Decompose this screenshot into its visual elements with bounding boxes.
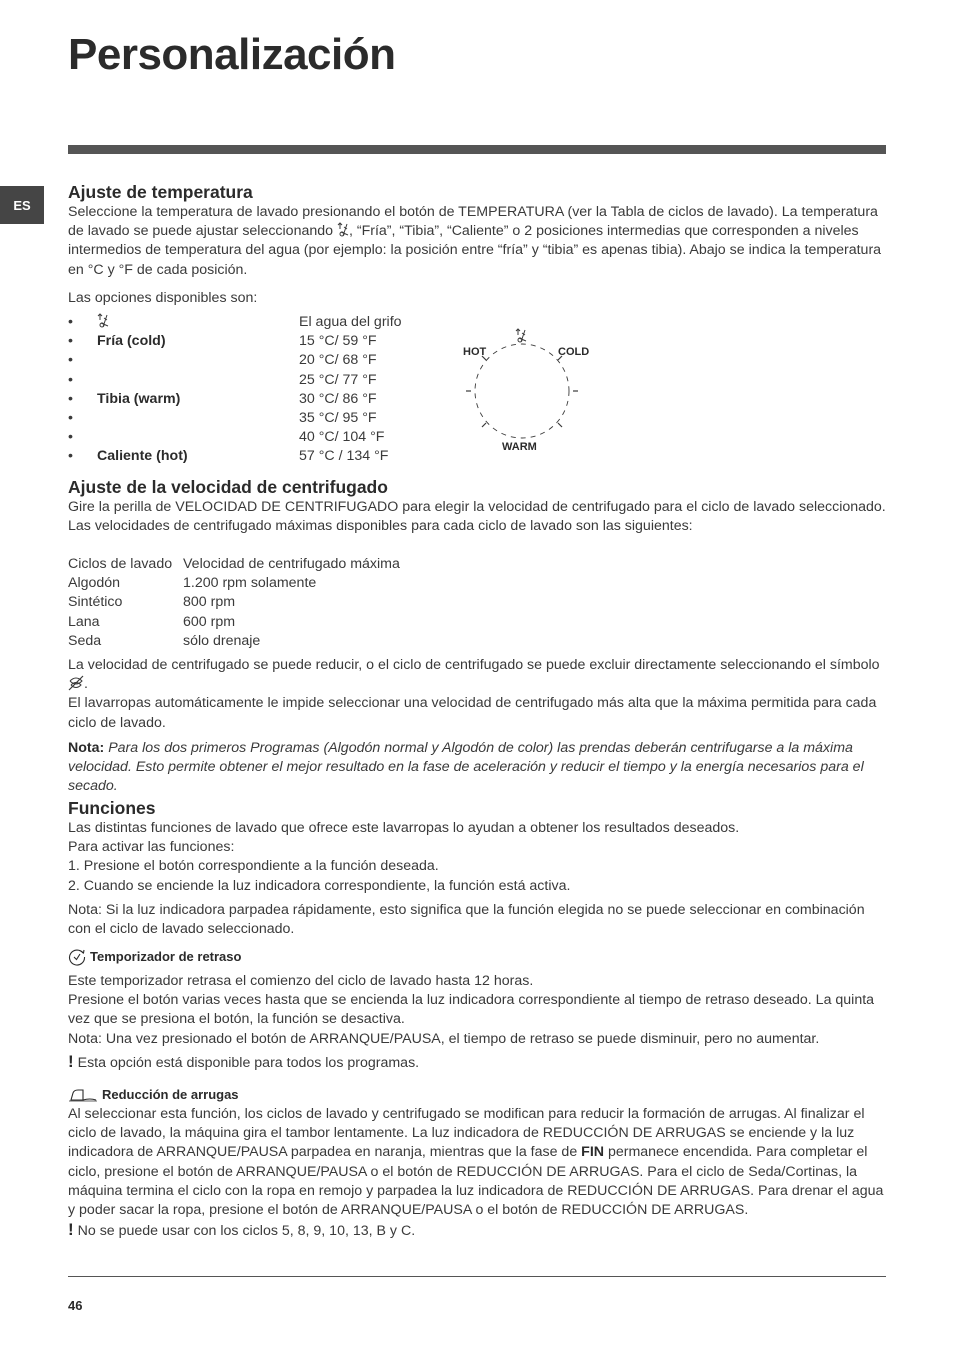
spin-table: [68, 555, 400, 651]
table-row: Seda sólo drenaje: [68, 632, 261, 649]
temperature-options: [68, 313, 428, 467]
no-spin-icon: [68, 675, 84, 691]
language-tab: ES: [0, 186, 44, 224]
list-item: • Tibia (warm) 30 °C/ 86 °F: [68, 390, 377, 407]
temperature-heading: Ajuste de temperatura: [68, 182, 253, 202]
dial-label-warm: WARM: [502, 441, 537, 453]
dial-tick: [558, 423, 562, 427]
page-number: 46: [68, 1298, 83, 1313]
dial-label-hot: HOT: [463, 346, 487, 358]
cold-tap-icon: [337, 222, 349, 237]
functions-p1: Las distintas funciones de lavado que ofrece este lavarropas lo ayudan a obtener los resultados deseados.: [68, 820, 740, 836]
spin-p3: La velocidad de centrifugado se puede reducir, o el ciclo de centrifugado se puede excluir directamente seleccionando el símbolo .: [68, 657, 880, 693]
spin-note: Nota: Para los dos primeros Programas (Algodón normal y Algodón de color) las prendas deberán centrifugarse a la máxima velocidad. Esto permite obtener el mejor resultado en la fase de aceleración y reducir el tiempo y la energía necesarios para el secado.: [68, 739, 864, 795]
list-item: • 20 °C/ 68 °F: [68, 352, 377, 369]
table-row: Lana 600 rpm: [68, 613, 236, 630]
wrinkle-section: [68, 1086, 888, 1241]
page-title: Personalización: [68, 30, 396, 79]
title-divider: [68, 145, 886, 154]
delay-p3: Nota: Una vez presionado el botón de ARRANQUE/PAUSA, el tiempo de retraso se puede disminuir, pero no aumentar.: [68, 1030, 820, 1047]
functions-step1: 1. Presione el botón correspondiente a la función deseada.: [68, 858, 439, 875]
table-row: Sintético 800 rpm: [68, 594, 236, 611]
list-item: • El agua del grifo: [68, 314, 402, 330]
warning-icon: !: [68, 1220, 74, 1240]
list-item: • 35 °C/ 95 °F: [68, 409, 377, 426]
cold-tap-icon: [97, 313, 109, 328]
delay-p2: Presione el botón varias veces hasta que se encienda la luz indicadora correspondiente al tiempo de retraso deseado. La quinta vez que se presiona el botón, la función se desactiva.: [68, 992, 875, 1028]
footer-divider: [68, 1276, 886, 1277]
spin-p2: Las velocidades de centrifugado máximas disponibles para cada ciclo de lavado son las siguientes:: [68, 518, 693, 535]
delay-heading: Temporizador de retraso: [68, 948, 888, 966]
dial-label-cold: COLD: [558, 346, 590, 358]
functions-p2: Para activar las funciones:: [68, 839, 235, 856]
spin-p4: El lavarropas automáticamente le impide seleccionar una velocidad de centrifugado más alta que la máxima permitida para cada ciclo de lavado.: [68, 695, 877, 731]
functions-step2: 2. Cuando se enciende la luz indicadora correspondiente, la función está activa.: [68, 877, 571, 894]
list-item: • 40 °C/ 104 °F: [68, 429, 385, 446]
functions-section: [68, 797, 888, 939]
spin-heading: Ajuste de la velocidad de centrifugado: [68, 477, 388, 497]
list-item: • 25 °C/ 77 °F: [68, 371, 377, 388]
spin-details: [68, 656, 888, 796]
dial-tick: [482, 423, 486, 427]
table-header: Ciclos de lavado Velocidad de centrifugado máxima: [68, 556, 400, 572]
table-row: Algodón 1.200 rpm solamente: [68, 575, 317, 592]
delay-warning: ! Esta opción está disponible para todos los programas.: [68, 1051, 420, 1071]
functions-note: Nota: Si la luz indicadora parpadea rápidamente, esto significa que la función elegida no se puede seleccionar en combinación con el ciclo de lavado seleccionado.: [68, 901, 865, 938]
spin-section: [68, 476, 888, 536]
options-intro: Las opciones disponibles son:: [68, 290, 258, 306]
iron-icon: [68, 1088, 98, 1102]
cold-tap-icon: [516, 329, 526, 342]
spin-p1: Gire la perilla de VELOCIDAD DE CENTRIFUGADO para elegir la velocidad de centrifugado para el ciclo de lavado seleccionado.: [68, 499, 886, 515]
wrinkle-p1: Al seleccionar esta función, los ciclos de lavado y centrifugado se modifican para reducir la formación de arrugas. Al finalizar el ciclo de lavado, la máquina gira el tambor lentamente. La luz indicadora de REDUCCIÓN DE ARRUGAS se enciende y la luz indicadora de ARRANQUE/PAUSA parpadea en naranja, mientras que la fase de FIN permanece encendida. Para completar el ciclo, presione el botón de ARRANQUE/PAUSA o el botón de REDUCCIÓN DE ARRUGAS. Para el ciclo de Seda/Cortinas, la máquina termina el ciclo con la ropa en remojo y parpadea la luz indicadora de REDUCCIÓN DE ARRUGAS. Para drenar el agua y poder sacar la ropa, presione el botón de ARRANQUE/PAUSA o el botón de REDUCCIÓN DE ARRUGAS.: [68, 1106, 884, 1219]
delay-section: [68, 948, 888, 1073]
warning-icon: !: [68, 1051, 74, 1071]
temperature-intro: Seleccione la temperatura de lavado presionando el botón de TEMPERATURA (ver la Tabla de ciclos de lavado). La temperatura de lavado se puede ajustar seleccionando , “Fría”, “Tibia”, “Caliente” o 2 posiciones intermedias que corresponden a niveles intermedios de temperatura del agua (por ejemplo: la posición entre “fría” y “tibia” es apenas tibia). Abajo se indica la temperatura en °C y °F de cada posición.: [68, 204, 882, 278]
temperature-section: [68, 181, 888, 280]
functions-heading: Funciones: [68, 798, 156, 818]
delay-p1: Este temporizador retrasa el comienzo del ciclo de lavado hasta 12 horas.: [68, 973, 534, 989]
wrinkle-warning: ! No se puede usar con los ciclos 5, 8, 9, 10, 13, B y C.: [68, 1220, 416, 1240]
temperature-dial: [455, 325, 605, 455]
list-item: • Fría (cold) 15 °C/ 59 °F: [68, 333, 377, 350]
wrinkle-heading: Reducción de arrugas: [68, 1086, 888, 1104]
clock-icon: [68, 948, 86, 966]
list-item: • Caliente (hot) 57 °C / 134 °F: [68, 448, 389, 465]
